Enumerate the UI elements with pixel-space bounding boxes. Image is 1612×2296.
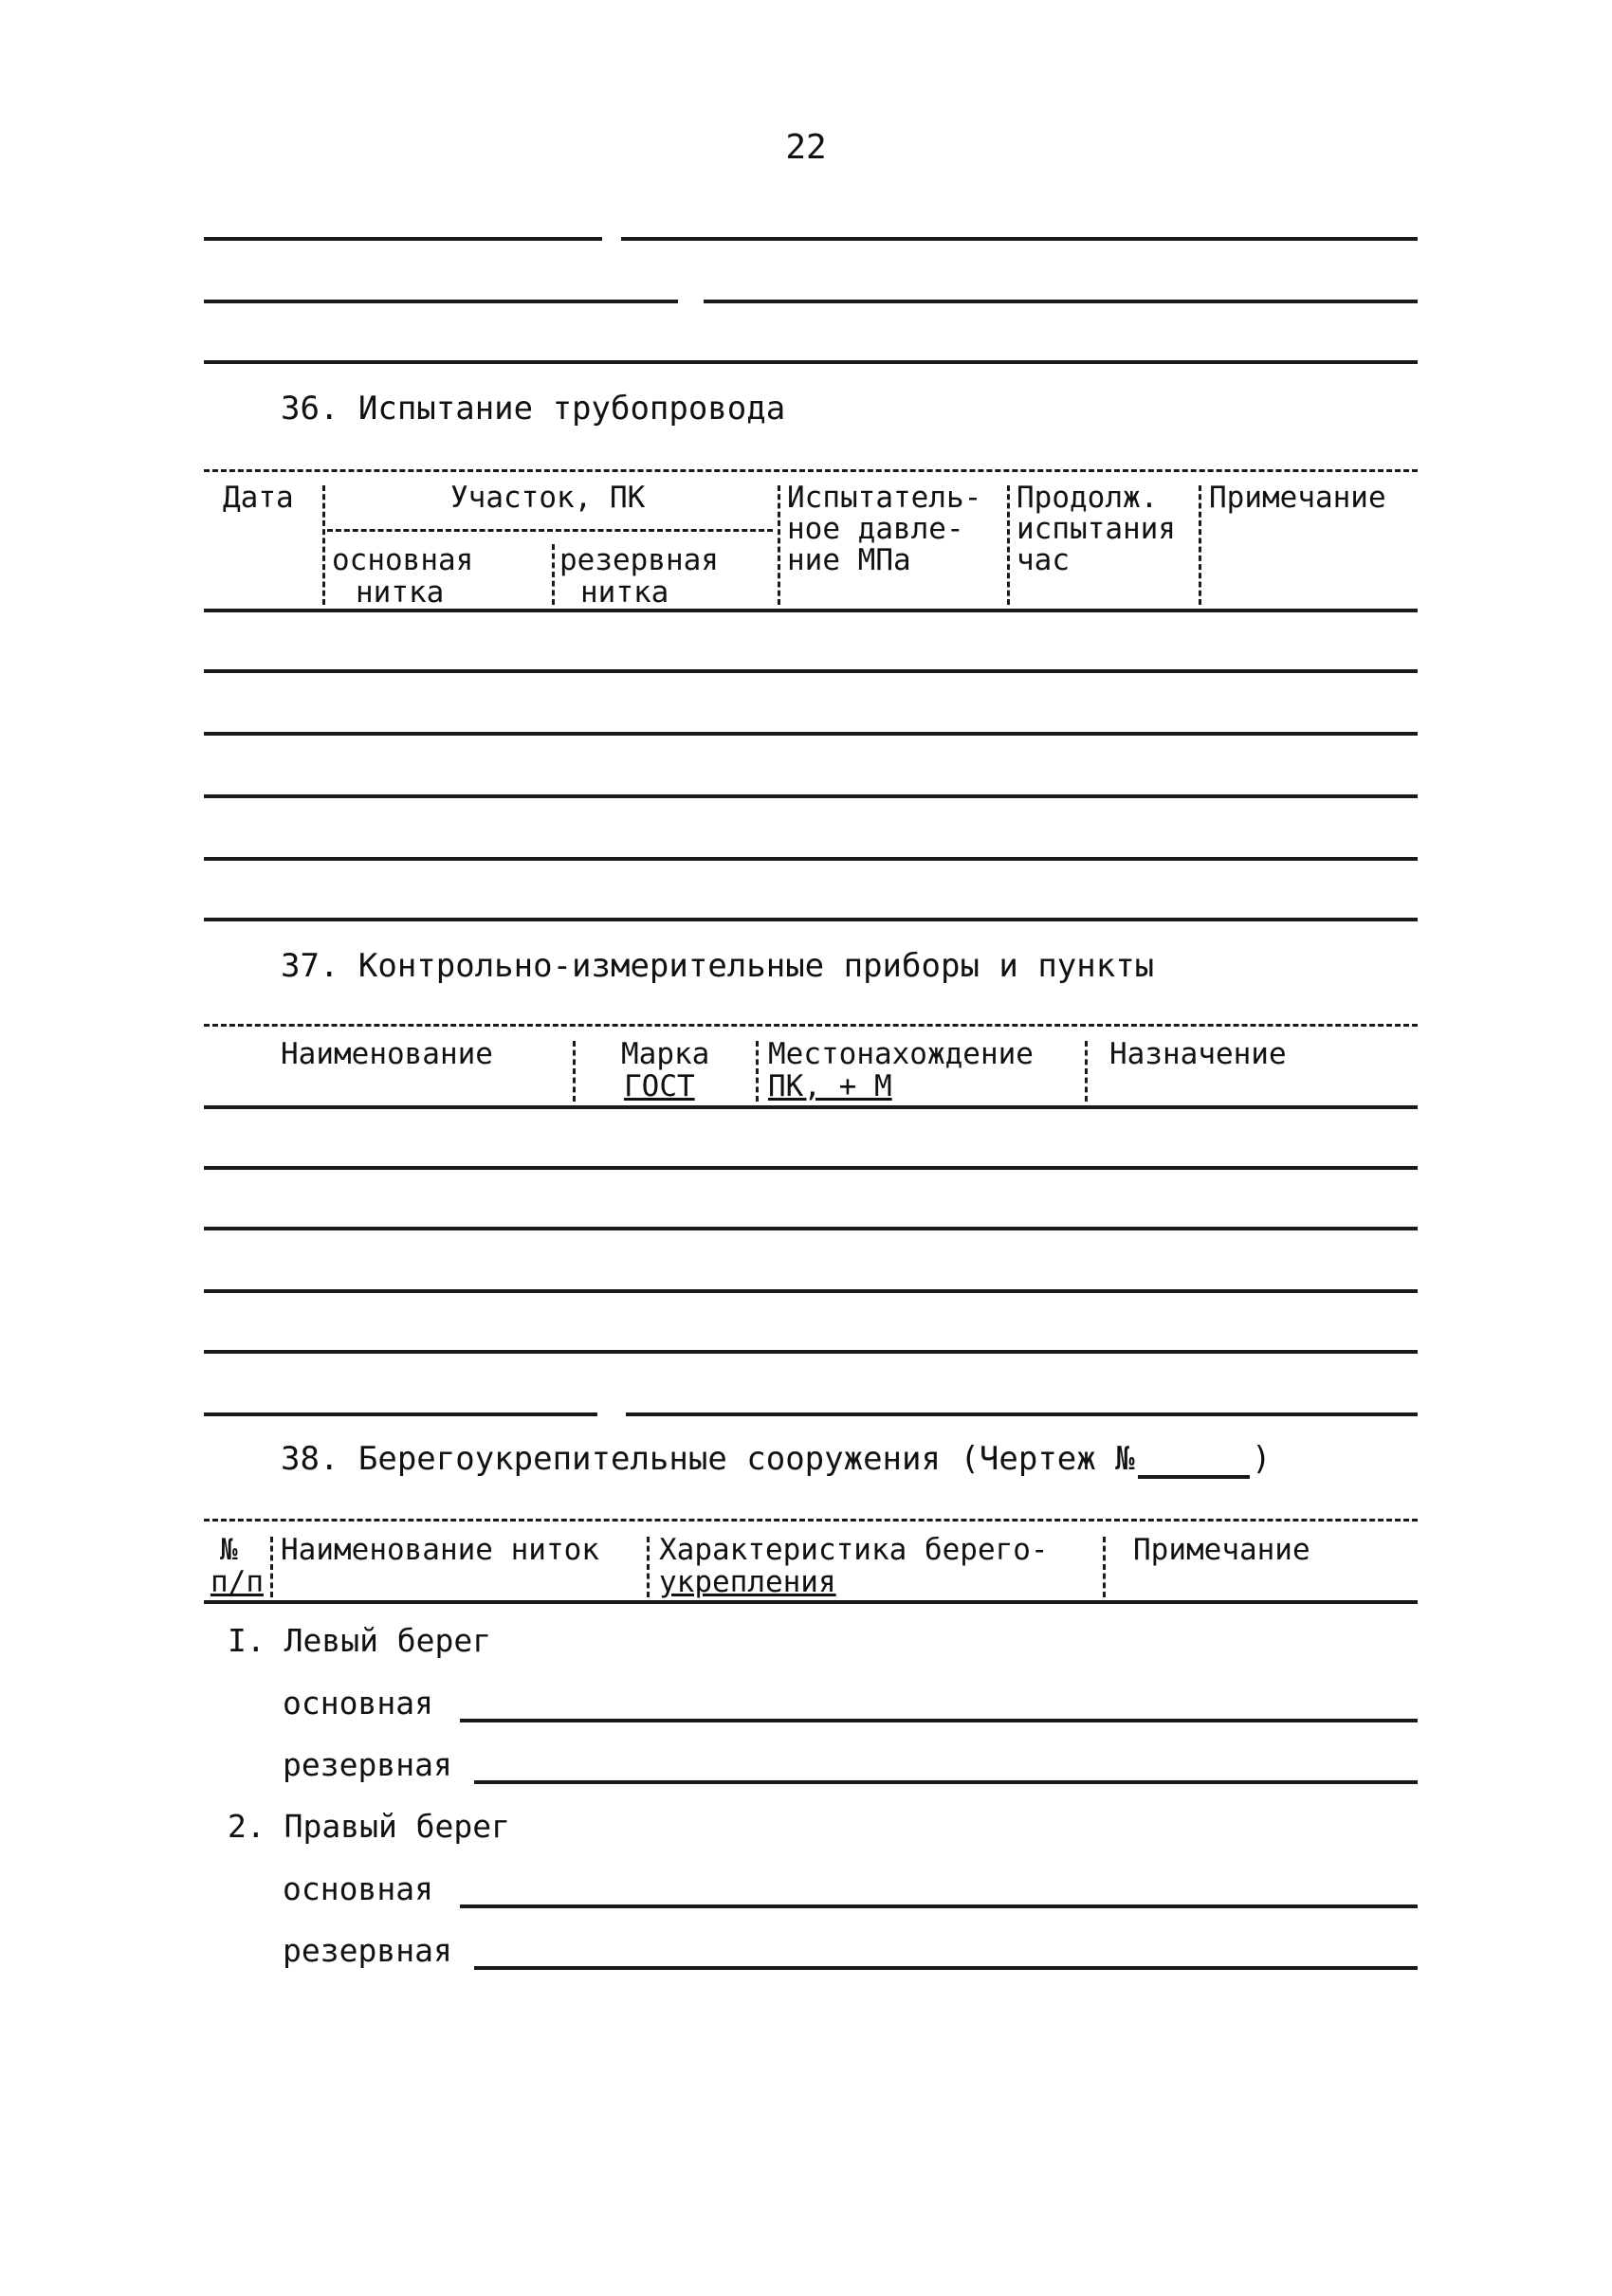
table-37-top-rule [204,1024,1418,1027]
header-name: Наименование [281,1037,493,1071]
header-location-l1: Местонахождение [768,1037,1034,1071]
header-note-36: Примечание [1209,481,1386,515]
section-38-title-close: ) [1252,1440,1272,1478]
column-divider [778,485,780,605]
right-bank-label: 2. Правый берег [228,1808,511,1845]
column-divider [322,485,325,605]
header-number-l1: № [220,1533,238,1567]
blank-line [704,300,1418,303]
header-36-inner-rule [327,529,773,532]
header-date: Дата [223,481,294,515]
column-divider [1007,485,1010,605]
table-37-header-bottom [204,1105,1418,1109]
table-36-top-rule [204,469,1418,472]
header-brand-l2: ГОСТ [624,1069,695,1103]
header-duration-l3: час [1017,543,1070,577]
table-row-line [204,794,1418,798]
blank-line [204,360,1418,364]
header-characteristic-l1: Характеристика берего- [659,1533,1049,1567]
header-reserve-thread-l1: резервная [559,543,719,577]
header-note-38: Примечание [1133,1533,1310,1567]
left-bank-main-label: основная [283,1685,433,1722]
page-number: 22 [785,128,827,167]
header-main-thread-l1: основная [332,543,474,577]
header-brand-l1: Марка [621,1037,710,1071]
table-row-line [204,1412,597,1416]
column-divider [552,544,555,605]
section-37-title: 37. Контрольно-измерительные приборы и пункты [281,947,1155,985]
blank-line [621,237,1418,241]
header-duration-l2: испытания [1017,512,1176,546]
table-row-line [204,1289,1418,1293]
header-characteristic-l2: укрепления [659,1565,836,1599]
header-reserve-thread-l2: нитка [580,575,669,610]
right-bank-reserve-field [474,1966,1418,1970]
column-divider [1103,1537,1106,1597]
header-main-thread-l2: нитка [356,575,445,610]
header-purpose: Назначение [1109,1037,1287,1071]
section-36-title: 36. Испытание трубопровода [281,390,786,428]
left-bank-label: I. Левый берег [228,1622,492,1659]
header-duration-l1: Продолж. [1017,481,1159,515]
drawing-number-blank [1138,1475,1250,1479]
table-row-line [204,918,1418,921]
column-divider [647,1537,650,1597]
table-38-header-bottom [204,1600,1418,1604]
table-row-line [204,857,1418,861]
header-thread-name: Наименование ниток [281,1533,599,1567]
column-divider [573,1041,576,1102]
table-36-header-bottom [204,609,1418,612]
right-bank-main-field [460,1904,1418,1908]
table-row-line [204,1166,1418,1170]
header-number-l2: п/п [211,1565,264,1599]
header-pressure-l1: Испытатель- [787,481,982,515]
left-bank-reserve-field [474,1780,1418,1784]
header-pressure-l2: ное давле- [787,512,964,546]
right-bank-reserve-label: резервная [283,1932,452,1969]
table-row-line [626,1412,1418,1416]
header-location-l2: ПК, + М [768,1069,892,1103]
blank-line [204,237,602,241]
table-row-line [204,732,1418,736]
table-row-line [204,1350,1418,1354]
column-divider [1085,1041,1088,1102]
table-38-top-rule [204,1519,1418,1522]
left-bank-main-field [460,1719,1418,1722]
column-divider [1199,485,1201,605]
table-row-line [204,669,1418,673]
table-row-line [204,1227,1418,1230]
right-bank-main-label: основная [283,1870,433,1907]
header-pressure-l3: ние МПа [787,543,911,577]
header-section-pk: Участок, ПК [450,481,646,515]
blank-line [204,300,678,303]
column-divider [756,1041,759,1102]
section-38-title: 38. Берегоукрепительные сооружения (Чертеж № [281,1440,1135,1478]
column-divider [270,1537,273,1597]
left-bank-reserve-label: резервная [283,1746,452,1783]
